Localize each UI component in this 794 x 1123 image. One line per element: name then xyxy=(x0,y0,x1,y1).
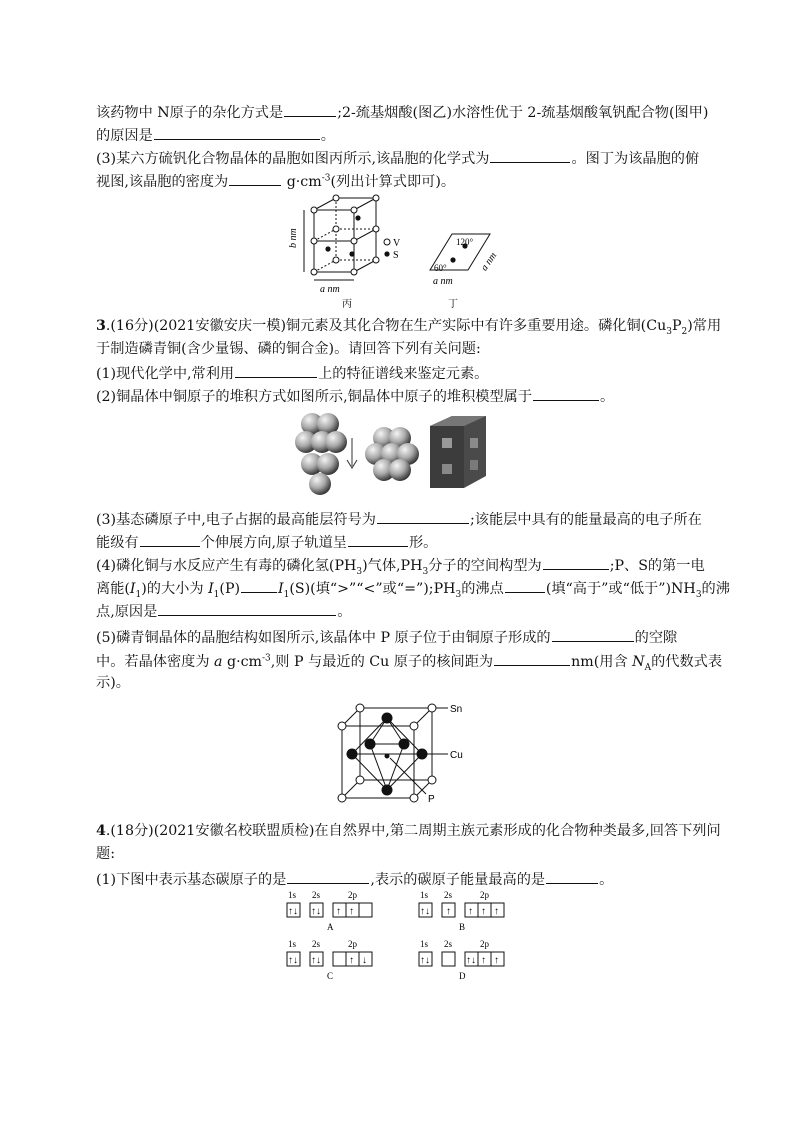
answer-blank[interactable] xyxy=(505,577,545,593)
label-2s: 2s xyxy=(312,939,321,949)
text: ;P、S的第一电 xyxy=(609,558,705,574)
label-p: P xyxy=(428,794,435,805)
text: (填“高于”或“低于”)NH xyxy=(545,581,696,597)
label-1s: 1s xyxy=(420,939,429,949)
subscript: 1 xyxy=(135,589,142,600)
symbol: N xyxy=(632,654,645,670)
text: 的沸点 xyxy=(461,581,504,597)
text: 上的特征谱线来鉴定元素。 xyxy=(318,366,489,382)
option-d: D xyxy=(459,971,466,981)
superscript: -3 xyxy=(321,173,331,184)
text: 个伸展方向,原子轨道呈 xyxy=(200,535,347,551)
text: 。图丁为该晶胞的俯 xyxy=(571,151,700,167)
subscript: 3 xyxy=(356,566,363,577)
label-sn: Sn xyxy=(450,704,463,715)
answer-blank[interactable] xyxy=(229,170,281,186)
svg-text:↑: ↑ xyxy=(349,906,354,917)
text: (2)铜晶体中铜原子的堆积方式如图所示,铜晶体中原子的堆积模型属于 xyxy=(96,389,533,405)
text: 形。 xyxy=(408,535,438,551)
v-atoms xyxy=(311,195,379,275)
q4-line2 xyxy=(96,844,115,864)
subscript: 1 xyxy=(213,589,220,600)
q3-part4-line3 xyxy=(96,600,351,622)
subscript: 1 xyxy=(283,589,290,600)
answer-blank[interactable] xyxy=(235,362,317,378)
text: (3)某六方硫钒化合物晶体的晶胞如图丙所示,该晶胞的化学式为 xyxy=(96,151,490,167)
q3-part1 xyxy=(96,362,488,384)
subscript: 3 xyxy=(666,326,672,337)
q3-part2 xyxy=(96,385,614,407)
text: 。 xyxy=(600,389,615,405)
q2-line1 xyxy=(96,101,708,123)
text: ,则 P 与最近的 Cu 原子的核间距为 xyxy=(270,654,494,670)
text: 能级有 xyxy=(96,535,139,551)
svg-text:↑↓: ↑↓ xyxy=(288,955,298,966)
label-1s: 1s xyxy=(288,890,297,900)
s-atoms xyxy=(325,215,360,256)
q3-part5-line2 xyxy=(96,650,722,672)
legend-s-marker xyxy=(384,251,389,256)
orbital-diagrams xyxy=(285,888,525,984)
answer-blank[interactable] xyxy=(348,531,408,547)
q3-part3-line1 xyxy=(96,508,702,530)
text: (1)现代化学中,常利用 xyxy=(96,366,235,382)
svg-text:↓: ↓ xyxy=(362,955,367,966)
svg-text:↑: ↑ xyxy=(481,955,486,966)
label-2p: 2p xyxy=(348,939,357,949)
text: g·cm xyxy=(222,654,262,670)
label-2p: 2p xyxy=(480,890,489,900)
label-1s: 1s xyxy=(420,890,429,900)
svg-text:↑↓: ↑↓ xyxy=(311,955,321,966)
label-2p: 2p xyxy=(348,890,357,900)
q3-part5-line1 xyxy=(96,626,677,648)
svg-text:↑: ↑ xyxy=(494,906,499,917)
q3-part4-line2 xyxy=(96,577,730,599)
answer-blank[interactable] xyxy=(284,101,336,117)
text: 的原因是 xyxy=(96,128,153,144)
text: (S)(填“>”“<”或“=”);PH xyxy=(289,581,456,597)
text: ;该能层中具有的能量最高的电子所在 xyxy=(469,512,702,528)
text: (5)磷青铜晶体的晶胞结构如图所示,该晶体中 P 原子位于由铜原子形成的 xyxy=(96,630,551,646)
text: P xyxy=(671,318,682,334)
s-atom-top xyxy=(450,257,455,262)
legend-v: V xyxy=(393,238,401,249)
q2-part3-line2 xyxy=(96,170,455,192)
fcc-cube-image xyxy=(430,416,486,488)
b-label: b nm xyxy=(288,228,299,248)
text: 离能( xyxy=(96,581,130,597)
q3-part4-line1 xyxy=(96,554,705,576)
answer-blank[interactable] xyxy=(140,531,200,547)
q3-line2 xyxy=(96,339,481,359)
text: )气体,PH xyxy=(362,558,423,574)
answer-blank[interactable] xyxy=(377,508,469,524)
electron-arrows xyxy=(288,906,499,966)
text: 。 xyxy=(337,604,352,620)
text: ;2-巯基烟酸(图乙)水溶性优于 2-巯基烟酸氧钒配合物(图甲) xyxy=(337,105,709,121)
option-b: B xyxy=(459,922,466,932)
a-label: a nm xyxy=(320,284,340,295)
text: 的沸 xyxy=(701,581,730,597)
copper-stacking-figure xyxy=(290,408,520,500)
orbital-labels xyxy=(288,890,490,981)
subscript: 2 xyxy=(681,326,688,337)
text: g·cm xyxy=(286,174,322,190)
svg-text:↑↓: ↑↓ xyxy=(420,906,430,917)
symbol: I xyxy=(129,581,136,597)
text: nm(用含 xyxy=(571,654,633,670)
down-arrow-icon xyxy=(347,438,357,468)
svg-text:↑: ↑ xyxy=(336,906,341,917)
text: (4)磷化铜与水反应产生有毒的磷化氢(PH xyxy=(96,558,357,574)
answer-blank[interactable] xyxy=(158,600,336,616)
svg-text:↑: ↑ xyxy=(494,955,499,966)
text: (3)基态磷原子中,电子占据的最高能层符号为 xyxy=(96,512,376,528)
q4-part1 xyxy=(96,868,613,890)
layer-stack-middle xyxy=(365,427,419,481)
option-a: A xyxy=(327,922,334,932)
question-number: 4 xyxy=(96,823,106,839)
q3-line1 xyxy=(96,316,721,336)
text: 中。若晶体密度为 xyxy=(96,654,215,670)
answer-blank[interactable] xyxy=(287,868,369,884)
q4-line1 xyxy=(96,821,721,841)
label-2p: 2p xyxy=(480,939,489,949)
q2-part3-line1 xyxy=(96,147,699,169)
text: 题: xyxy=(96,846,115,862)
text: 。 xyxy=(599,872,614,888)
answer-blank[interactable] xyxy=(490,147,570,163)
angle-120: 120° xyxy=(456,237,474,247)
text: 分子的空间构型为 xyxy=(428,558,542,574)
q3-part3-line2 xyxy=(96,531,437,553)
text: 视图,该晶胞的密度为 xyxy=(96,174,229,190)
answer-blank[interactable] xyxy=(241,577,277,593)
text: ,表示的碳原子能量最高的是 xyxy=(370,872,546,888)
text: (列出计算式即可)。 xyxy=(330,174,456,190)
a-label-bottom: a nm xyxy=(433,276,453,287)
text: 示)。 xyxy=(96,675,130,691)
answer-blank[interactable] xyxy=(546,868,598,884)
text: .(18分)(2021安徽名校联盟质检)在自然界中,第二周期主族元素形成的化合物种类最多,回答下列问 xyxy=(105,823,721,839)
subscript: 3 xyxy=(422,566,429,577)
answer-blank[interactable] xyxy=(552,626,634,642)
q3-part5-line3 xyxy=(96,673,130,693)
caption-ding: 丁 xyxy=(448,299,458,310)
label-2s: 2s xyxy=(312,890,321,900)
label-1s: 1s xyxy=(288,939,297,949)
symbol: I xyxy=(208,581,214,597)
label-2s: 2s xyxy=(444,890,453,900)
symbol: I xyxy=(278,581,284,597)
answer-blank[interactable] xyxy=(533,385,599,401)
superscript: -3 xyxy=(262,653,271,664)
caption-bing: 丙 xyxy=(342,299,352,310)
answer-blank[interactable] xyxy=(494,650,570,666)
svg-text:↑: ↑ xyxy=(481,906,486,917)
cube-edges xyxy=(342,708,448,798)
symbol: a xyxy=(214,654,223,670)
label-2s: 2s xyxy=(444,939,453,949)
answer-blank[interactable] xyxy=(154,124,320,140)
svg-text:↑↓: ↑↓ xyxy=(420,955,430,966)
question-number: 3 xyxy=(96,318,106,334)
option-c: C xyxy=(327,971,334,981)
hexagonal-cell-figure xyxy=(290,192,510,310)
layer-stack-left xyxy=(295,413,347,495)
legend-s: S xyxy=(393,250,399,261)
svg-text:↑↓: ↑↓ xyxy=(311,906,321,917)
text: 于制造磷青铜(含少量锡、磷的铜合金)。请回答下列有关问题: xyxy=(96,341,481,357)
text: )常用 xyxy=(687,318,722,334)
phosphor-bronze-cell-figure xyxy=(330,698,480,808)
svg-text:↑: ↑ xyxy=(349,955,354,966)
subscript: A xyxy=(644,662,652,673)
text: (1)下图中表示基态碳原子的是 xyxy=(96,872,287,888)
svg-text:↑: ↑ xyxy=(468,906,473,917)
angle-60: 60° xyxy=(434,263,447,273)
svg-text:↑: ↑ xyxy=(446,906,451,917)
text: 。 xyxy=(320,128,335,144)
subscript: 3 xyxy=(695,589,702,600)
svg-text:↑↓: ↑↓ xyxy=(288,906,298,917)
q2-line2 xyxy=(96,124,335,146)
p-atom xyxy=(385,754,390,759)
label-cu: Cu xyxy=(450,750,463,761)
subscript: 3 xyxy=(455,589,462,600)
text: 的空隙 xyxy=(634,630,678,646)
text: 的代数式表 xyxy=(651,654,723,670)
text: (P) xyxy=(219,581,241,597)
text: 点,原因是 xyxy=(96,604,158,620)
text: .(16分)(2021安徽安庆一模)铜元素及其化合物在生产实际中有许多重要用途。磷化铜(Cu xyxy=(105,318,667,334)
text: 该药物中 N原子的杂化方式是 xyxy=(96,105,284,121)
text: )的大小为 xyxy=(141,581,209,597)
svg-text:↑↓: ↑↓ xyxy=(466,955,476,966)
legend-v-marker xyxy=(384,239,390,245)
answer-blank[interactable] xyxy=(543,554,609,570)
a-label-side: a nm xyxy=(478,250,500,274)
